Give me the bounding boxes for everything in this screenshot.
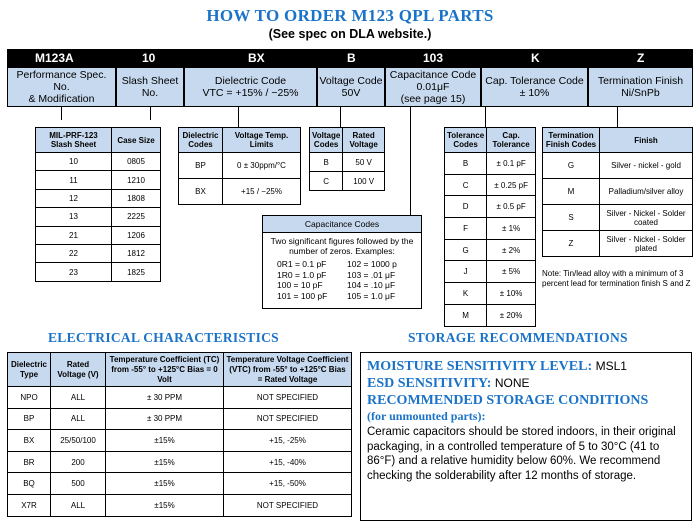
field-termination-finish: Termination Finish Ni/SnPb bbox=[588, 67, 693, 107]
termination-note: Note: Tin/lead alloy with a minimum of 3 percent lead for termination finish S and Z bbox=[542, 269, 691, 288]
voltage-row-cell: 50 V bbox=[343, 153, 385, 172]
storage-conditions-body: Ceramic capacitors should be stored indoors, in their original packaging, in a controlled temperature of 5 to 30°C (41 to 86°F) and a relative humidity below 60%. We recommend checking the solderability after 12 months of storage. bbox=[367, 426, 676, 482]
tolerance-row bbox=[445, 153, 536, 175]
storage-recommendations-box bbox=[360, 352, 692, 521]
field-voltage-code: Voltage Code 50V bbox=[317, 67, 385, 107]
capacitance-example: 101 = 100 pF bbox=[277, 290, 328, 301]
tolerance-table: Tolerance Codes Cap. Tolerance B ± 0.1 pF C ± 0.25 pF D ± 0.5 pF F ± 1% G ± 2% J ± 5% K ± 10% M ± 20% bbox=[444, 127, 536, 327]
electrical-characteristics-table: Dielectric Type Rated Voltage (V) Temperature Coefficient (TC) from -55° to +125°C Bias = 0 Volt Temperature Voltage Coefficient (VTC) from -55° to +125°C Bias = Rated Voltage NPO ALL ± 30 PPM NOT SPECIFIED BP ALL ± 30 PPM NOT SPECIFIED BX 25/50/100 ±15% +15, -25% BR 200 ±15% +15, -40% BQ 500 ±15% +15, -50% X7R ALL ±15% NOT SPECIFIED bbox=[7, 352, 352, 517]
dielectric-row bbox=[179, 179, 301, 205]
finish-row bbox=[543, 153, 693, 179]
electrical-row-cell: ALL bbox=[51, 494, 106, 516]
electrical-row-cell: +15, -25% bbox=[224, 430, 352, 452]
tolerance-row-cell: ± 0.1 pF bbox=[487, 153, 536, 175]
finish-row bbox=[543, 179, 693, 205]
finish-row bbox=[543, 231, 693, 257]
dielectric-row-cell: BX bbox=[179, 179, 223, 205]
storage-conditions-title: RECOMMENDED STORAGE CONDITIONS bbox=[367, 393, 649, 408]
capacitance-example: 102 = 1000 p bbox=[347, 259, 397, 269]
electrical-row-cell: BX bbox=[8, 430, 51, 452]
electrical-row-cell: 500 bbox=[51, 473, 106, 495]
capacitance-example-row bbox=[263, 291, 421, 302]
tolerance-row-cell: F bbox=[445, 218, 487, 240]
electrical-row-cell: BP bbox=[8, 408, 51, 430]
code-voltage: B bbox=[347, 51, 356, 65]
capacitance-codes-header: Capacitance Codes bbox=[263, 216, 421, 233]
electrical-row-cell: NOT SPECIFIED bbox=[224, 408, 352, 430]
electrical-row-cell: ± 30 PPM bbox=[106, 408, 224, 430]
electrical-row-cell: ALL bbox=[51, 408, 106, 430]
electrical-row bbox=[8, 494, 352, 516]
electrical-row-cell: BR bbox=[8, 451, 51, 473]
tolerance-row-cell: M bbox=[445, 304, 487, 326]
capacitance-example: 104 = .10 μF bbox=[347, 280, 396, 290]
slash-row bbox=[36, 226, 161, 244]
slash-row bbox=[36, 171, 161, 189]
finish-row-cell: Silver - Nickel - Solder coated bbox=[600, 205, 693, 231]
tolerance-row-cell: ± 5% bbox=[487, 261, 536, 283]
slash-row bbox=[36, 153, 161, 171]
electrical-row bbox=[8, 387, 352, 409]
tolerance-row-cell: ± 0.5 pF bbox=[487, 196, 536, 218]
electrical-row-cell: ± 30 PPM bbox=[106, 387, 224, 409]
finish-row-cell: G bbox=[543, 153, 600, 179]
electrical-row-cell: ALL bbox=[51, 387, 106, 409]
tolerance-row-cell: C bbox=[445, 174, 487, 196]
field-slash-sheet: Slash Sheet No. bbox=[116, 67, 184, 107]
connector-line bbox=[150, 107, 151, 120]
tolerance-row-cell: ± 20% bbox=[487, 304, 536, 326]
capacitance-example: 105 = 1.0 μF bbox=[347, 290, 396, 301]
tolerance-row bbox=[445, 283, 536, 305]
voltage-row bbox=[310, 153, 385, 172]
tolerance-row-cell: ± 10% bbox=[487, 283, 536, 305]
tolerance-row-cell: D bbox=[445, 196, 487, 218]
slash-row bbox=[36, 189, 161, 207]
capacitance-example-row bbox=[263, 259, 421, 270]
electrical-row-cell: 200 bbox=[51, 451, 106, 473]
slash-row-cell: 1812 bbox=[112, 244, 161, 262]
electrical-heading: ELECTRICAL CHARACTERISTICS bbox=[48, 330, 279, 345]
connector-line bbox=[61, 107, 62, 120]
electrical-row-cell: ±15% bbox=[106, 451, 224, 473]
slash-row-cell: 11 bbox=[36, 171, 112, 189]
electrical-row-cell: NPO bbox=[8, 387, 51, 409]
tolerance-row-cell: J bbox=[445, 261, 487, 283]
tolerance-row-cell: ± 2% bbox=[487, 239, 536, 261]
code-tolerance: K bbox=[531, 51, 540, 65]
part-number-bar bbox=[7, 49, 693, 67]
tolerance-row-cell: B bbox=[445, 153, 487, 175]
storage-heading: STORAGE RECOMMENDATIONS bbox=[408, 330, 628, 345]
slash-row bbox=[36, 263, 161, 281]
electrical-row-cell: X7R bbox=[8, 494, 51, 516]
slash-row-cell: 1210 bbox=[112, 171, 161, 189]
voltage-row bbox=[310, 172, 385, 191]
electrical-row-cell: ±15% bbox=[106, 430, 224, 452]
slash-sheet-table: MIL-PRF-123 Slash Sheet Case Size 10 0805 11 1210 12 1808 13 2225 21 1206 22 1812 23 1825 bbox=[35, 127, 161, 282]
slash-row-cell: 22 bbox=[36, 244, 112, 262]
code-spec: M123A bbox=[35, 51, 74, 65]
connector-line bbox=[617, 107, 618, 127]
page-title: HOW TO ORDER M123 QPL PARTS bbox=[206, 6, 494, 25]
finish-row-cell: Silver - Nickel - Solder plated bbox=[600, 231, 693, 257]
finish-row bbox=[543, 205, 693, 231]
field-dielectric-code: Dielectric Code VTC = +15% / −25% bbox=[184, 67, 317, 107]
capacitance-example: 0R1 = 0.1 pF bbox=[277, 259, 327, 269]
code-slash: 10 bbox=[142, 51, 156, 65]
connector-line bbox=[340, 107, 341, 127]
electrical-row bbox=[8, 408, 352, 430]
electrical-row-cell: +15, -50% bbox=[224, 473, 352, 495]
slash-row-cell: 1206 bbox=[112, 226, 161, 244]
slash-row-cell: 12 bbox=[36, 189, 112, 207]
slash-row-cell: 21 bbox=[36, 226, 112, 244]
tolerance-row bbox=[445, 261, 536, 283]
tolerance-row bbox=[445, 304, 536, 326]
dielectric-row-cell: 0 ± 30ppm/°C bbox=[223, 153, 301, 179]
slash-row-cell: 23 bbox=[36, 263, 112, 281]
tolerance-row-cell: K bbox=[445, 283, 487, 305]
tolerance-row-cell: G bbox=[445, 239, 487, 261]
electrical-row bbox=[8, 473, 352, 495]
slash-row bbox=[36, 208, 161, 226]
capacitance-example-row bbox=[263, 280, 421, 291]
electrical-row-cell: +15, -40% bbox=[224, 451, 352, 473]
electrical-row bbox=[8, 451, 352, 473]
tolerance-row bbox=[445, 218, 536, 240]
page-subtitle: (See spec on DLA website.) bbox=[268, 27, 432, 41]
electrical-row-cell: ±15% bbox=[106, 473, 224, 495]
finish-row-cell: M bbox=[543, 179, 600, 205]
electrical-row-cell: ±15% bbox=[106, 494, 224, 516]
slash-row-cell: 13 bbox=[36, 208, 112, 226]
connector-line bbox=[485, 107, 486, 127]
slash-row-cell: 2225 bbox=[112, 208, 161, 226]
slash-row-cell: 1825 bbox=[112, 263, 161, 281]
capacitance-example-row bbox=[263, 270, 421, 281]
electrical-row-cell: 25/50/100 bbox=[51, 430, 106, 452]
msl-line: MOISTURE SENSITIVITY LEVEL: MSL1 bbox=[367, 359, 627, 374]
finish-row-cell: Z bbox=[543, 231, 600, 257]
code-termination: Z bbox=[637, 51, 645, 65]
capacitance-example: 103 = .01 μF bbox=[347, 269, 396, 280]
voltage-row-cell: 100 V bbox=[343, 172, 385, 191]
finish-row-cell: Palladium/silver alloy bbox=[600, 179, 693, 205]
code-dielectric: BX bbox=[248, 51, 265, 65]
slash-row-cell: 1808 bbox=[112, 189, 161, 207]
tolerance-row-cell: ± 1% bbox=[487, 218, 536, 240]
code-capacitance: 103 bbox=[423, 51, 444, 65]
electrical-row-cell: NOT SPECIFIED bbox=[224, 494, 352, 516]
dielectric-row bbox=[179, 153, 301, 179]
termination-finish-table: Termination Finish Codes Finish G Silver - nickel - gold M Palladium/silver alloy S Silver - Nickel - Solder coated Z Silver - Nickel - Solder plated bbox=[542, 127, 693, 257]
voltage-row-cell: C bbox=[310, 172, 343, 191]
capacitance-codes-table bbox=[262, 215, 422, 309]
finish-row-cell: S bbox=[543, 205, 600, 231]
dielectric-table: Dielectric Codes Voltage Temp. Limits BP 0 ± 30ppm/°C BX +15 / −25% bbox=[178, 127, 301, 205]
capacitance-example: 100 = 10 pF bbox=[277, 280, 323, 290]
field-performance-spec: Performance Spec. No. & Modification bbox=[7, 67, 116, 107]
slash-row-cell: 10 bbox=[36, 153, 112, 171]
slash-row-cell: 0805 bbox=[112, 153, 161, 171]
storage-conditions-subtitle: (for unmounted parts): bbox=[367, 409, 486, 423]
dielectric-row-cell: +15 / −25% bbox=[223, 179, 301, 205]
electrical-row bbox=[8, 430, 352, 452]
electrical-row-cell: NOT SPECIFIED bbox=[224, 387, 352, 409]
tolerance-row-cell: ± 0.25 pF bbox=[487, 174, 536, 196]
finish-row-cell: Silver - nickel - gold bbox=[600, 153, 693, 179]
tolerance-row bbox=[445, 196, 536, 218]
voltage-row-cell: B bbox=[310, 153, 343, 172]
connector-line bbox=[410, 107, 411, 215]
field-capacitance-code: Capacitance Code 0.01μF (see page 15) bbox=[385, 67, 481, 107]
capacitance-example: 1R0 = 1.0 pF bbox=[277, 269, 327, 280]
field-tolerance-code: Cap. Tolerance Code ± 10% bbox=[481, 67, 588, 107]
tolerance-row bbox=[445, 174, 536, 196]
electrical-row-cell: BQ bbox=[8, 473, 51, 495]
voltage-table: Voltage Codes Rated Voltage B 50 V C 100 V bbox=[309, 127, 385, 191]
dielectric-row-cell: BP bbox=[179, 153, 223, 179]
slash-row bbox=[36, 244, 161, 262]
tolerance-row bbox=[445, 239, 536, 261]
connector-line bbox=[238, 107, 239, 127]
esd-line: ESD SENSITIVITY: NONE bbox=[367, 376, 530, 391]
capacitance-codes-description: Two significant figures followed by the number of zeros. Examples: bbox=[270, 236, 414, 256]
